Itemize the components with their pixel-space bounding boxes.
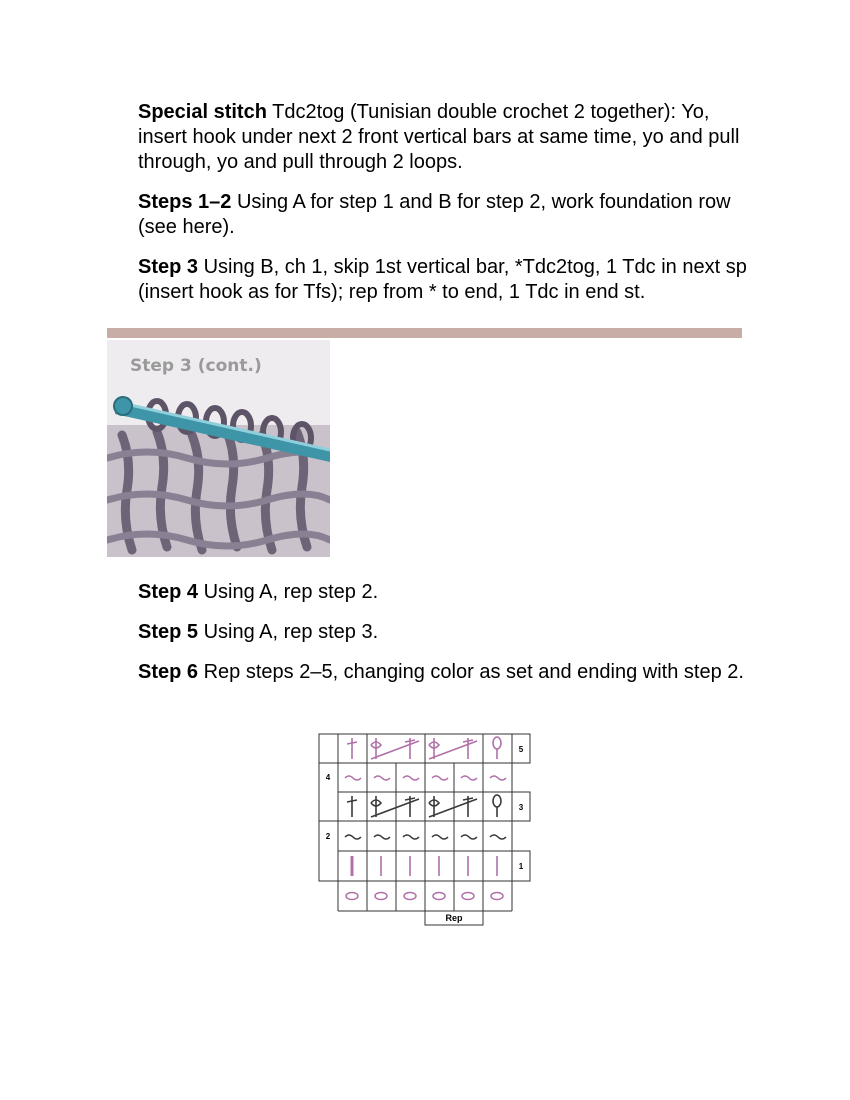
step-5-paragraph bbox=[138, 620, 758, 645]
step-5-text: Using A, rep step 3. bbox=[198, 621, 379, 643]
step-3-paragraph bbox=[138, 255, 758, 305]
rep-label: Rep bbox=[445, 913, 463, 923]
step-4-label: Step 4 bbox=[138, 581, 199, 603]
step-6-paragraph bbox=[138, 660, 758, 685]
steps-1-2-paragraph bbox=[138, 190, 758, 240]
steps-1-2-text: Using A for step 1 and B for step 2, work foundation row (see here). bbox=[138, 191, 731, 238]
special-stitch-paragraph bbox=[138, 100, 758, 175]
stitch-chart bbox=[318, 733, 533, 933]
step-5-label: Step 5 bbox=[138, 621, 199, 643]
step-3-photo bbox=[107, 340, 330, 557]
special-stitch-label: Special stitch bbox=[138, 101, 267, 123]
step-6-text: Rep steps 2–5, changing color as set and ending with step 2. bbox=[198, 661, 744, 683]
step-4-text: Using A, rep step 2. bbox=[198, 581, 379, 603]
special-stitch-text: Tdc2tog (Tunisian double crochet 2 together): Yo, insert hook under next 2 front vertical bars at same time, yo and pull through, yo and pull through 2 loops. bbox=[138, 101, 740, 173]
step-3-text: Using B, ch 1, skip 1st vertical bar, *Tdc2tog, 1 Tdc in next sp (insert hook as for Tfs); rep from * to end, 1 Tdc in end st. bbox=[138, 256, 747, 303]
stitch-chart-svg bbox=[318, 733, 533, 928]
row-number-4: 4 bbox=[325, 773, 331, 782]
section-divider bbox=[107, 328, 742, 338]
step-6-label: Step 6 bbox=[138, 661, 199, 683]
row-number-1: 1 bbox=[518, 862, 524, 871]
steps-1-2-label: Steps 1–2 bbox=[138, 191, 232, 213]
step-4-paragraph bbox=[138, 580, 758, 605]
photo-caption: Step 3 (cont.) bbox=[130, 356, 262, 376]
row-number-2: 2 bbox=[325, 832, 331, 841]
row-number-3: 3 bbox=[518, 803, 524, 812]
step-3-label: Step 3 bbox=[138, 256, 199, 278]
row-number-5: 5 bbox=[518, 745, 524, 754]
